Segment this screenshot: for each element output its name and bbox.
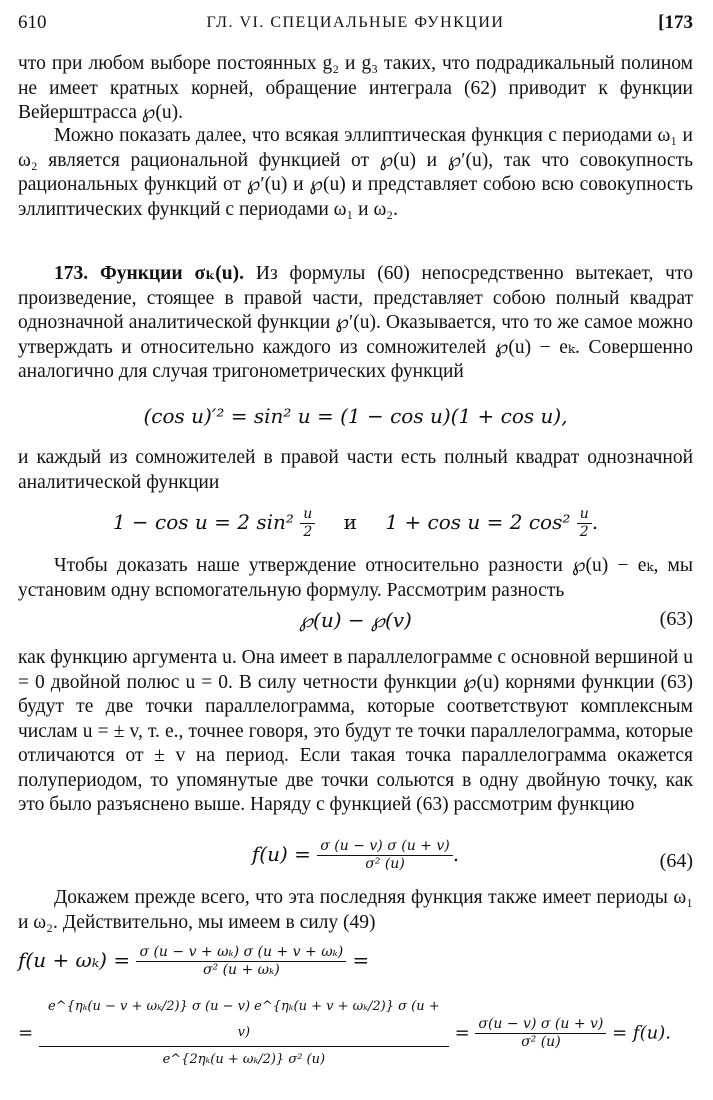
paragraph-double-pole: как функцию аргумента u. Она имеет в параллелограмме с основной вершиной u = 0 двойной полюс u = 0. В силу четности функции ℘(u) корнями функции (63) будут те две точки параллелограмма, которые соответствуют комплексным числам u = ± v, т. е., точнее говоря, это будут те точки параллелограмма, которые отличаются от ± v на период. Если такая точка параллелограмма окажется полупериодом, то упомянутые две точки сольются в одну двойную точку, как это было разъяснено выше. Наряду с функцией (63) рассмотрим функцию — [18, 647, 693, 815]
paragraph-difference: Чтобы доказать наше утверждение относительно разности ℘(u) − eₖ, мы установим одну вспомогательную формулу. Рассмотрим разность — [18, 555, 693, 601]
fraction-shift-b: e^{ηₖ(u − v + ωₖ/2)} σ (u − v) e^{ηₖ(u + v + ωₖ/2)} σ (u + v) e^{2ηₖ(u + ωₖ/2)} σ² (u) — [39, 994, 449, 1073]
fraction-u-over-2: $\frac{u}{2}$ — [300, 506, 315, 541]
equation-63: ℘(u) − ℘(v) (63) — [299, 608, 693, 632]
equation-number-64: (64) — [659, 850, 693, 872]
fraction-64: $\frac{\sigma (u - v) \sigma (u + v)}{\text{σ² (u)}}$ — [317, 838, 452, 873]
fraction-u-over-2-b: $\frac{u}{2}$ — [577, 506, 592, 541]
paragraph-each-factor: и каждый из сомножителей в правой части есть полный квадрат однозначной аналитической функции — [18, 447, 693, 493]
chapter-title: ГЛ. VI. СПЕЦИАЛЬНЫЕ ФУНКЦИИ — [206, 14, 505, 31]
fraction-shift-c: $\frac{\sigma(u - v) \sigma (u + v)}{\text{σ² (u)}}$ — [475, 1016, 606, 1051]
paragraph-weierstrass-inversion: что при любом выборе постоянных g₂ и g₃ таких, что подрадикальный полином не имеет кратных корней, обращение интеграла (62) приводит к функции Вейерштрасса ℘(u). — [18, 53, 693, 123]
equation-shift-b: = e^{ηₖ(u − v + ωₖ/2)} σ (u − v) e^{ηₖ(u + v + ωₖ/2)} σ (u + v) e^{2ηₖ(u + ωₖ/2)} σ² (u) = $\frac{\sigma(u - v) \sigma (u + v)}{\text{σ² (u)}}$ = f(u). — [18, 994, 693, 1073]
section-marker: [173 — [658, 12, 693, 33]
paragraph-periods: Докажем прежде всего, что эта последняя функция также имеет периоды ω₁ и ω₂. Действительно, мы имеем в силу (49) — [18, 887, 693, 933]
equation-half-angle: 1 − cos u = 2 sin² $\frac{u}{2}$ и 1 + cos u = 2 cos² $\frac{u}{2}$ . — [112, 506, 599, 540]
equation-trig-identity: (cos u)′² = sin² u = (1 − cos u)(1 + cos u), — [143, 404, 568, 428]
half-angle-and: и — [343, 510, 357, 534]
equation-64: f(u) = $\frac{\sigma (u - v) \sigma (u + v)}{\text{σ² (u)}}$ . (64) — [251, 838, 693, 872]
half-angle-left: 1 − cos u = 2 sin² — [112, 510, 294, 534]
section-173-intro — [18, 262, 693, 385]
equation-number-63: (63) — [659, 608, 693, 630]
page-number: 610 — [18, 12, 47, 33]
fraction-shift-a: $\frac{\text{σ (u − v + ωₖ) σ (u + v + ωₖ)}}{\text{σ² (u + ωₖ)}}$ — [136, 944, 346, 979]
half-angle-right: 1 + cos u = 2 cos² — [385, 510, 571, 534]
section-173-text: Из формулы (60) непосредственно вытекает, что произведение, стоящее в правой части, представляет собою полный квадрат однозначной аналитической функции ℘′(u). Оказывается, что то же самое можно утверждать и относительно каждого из сомножителей ℘(u) − eₖ. Совершенно аналогично для случая тригонометрических функций — [18, 263, 694, 382]
equation-shift-a: f(u + ωₖ) = $\frac{\text{σ (u − v + ωₖ) σ (u + v + ωₖ)}}{\text{σ² (u + ωₖ)}}$ = — [18, 944, 370, 978]
paragraph-elliptic-rational: Можно показать далее, что всякая эллиптическая функция с периодами ω₁ и ω₂ является рациональной функцией от ℘(u) и ℘′(u), так что совокупность рациональных функций от ℘′(u) и ℘(u) и представляет собою всю совокупность эллиптических функций с периодами ω₁ и ω₂. — [18, 125, 693, 220]
running-header — [18, 12, 693, 38]
section-heading: 173. Функции σₖ(u). — [54, 263, 245, 284]
